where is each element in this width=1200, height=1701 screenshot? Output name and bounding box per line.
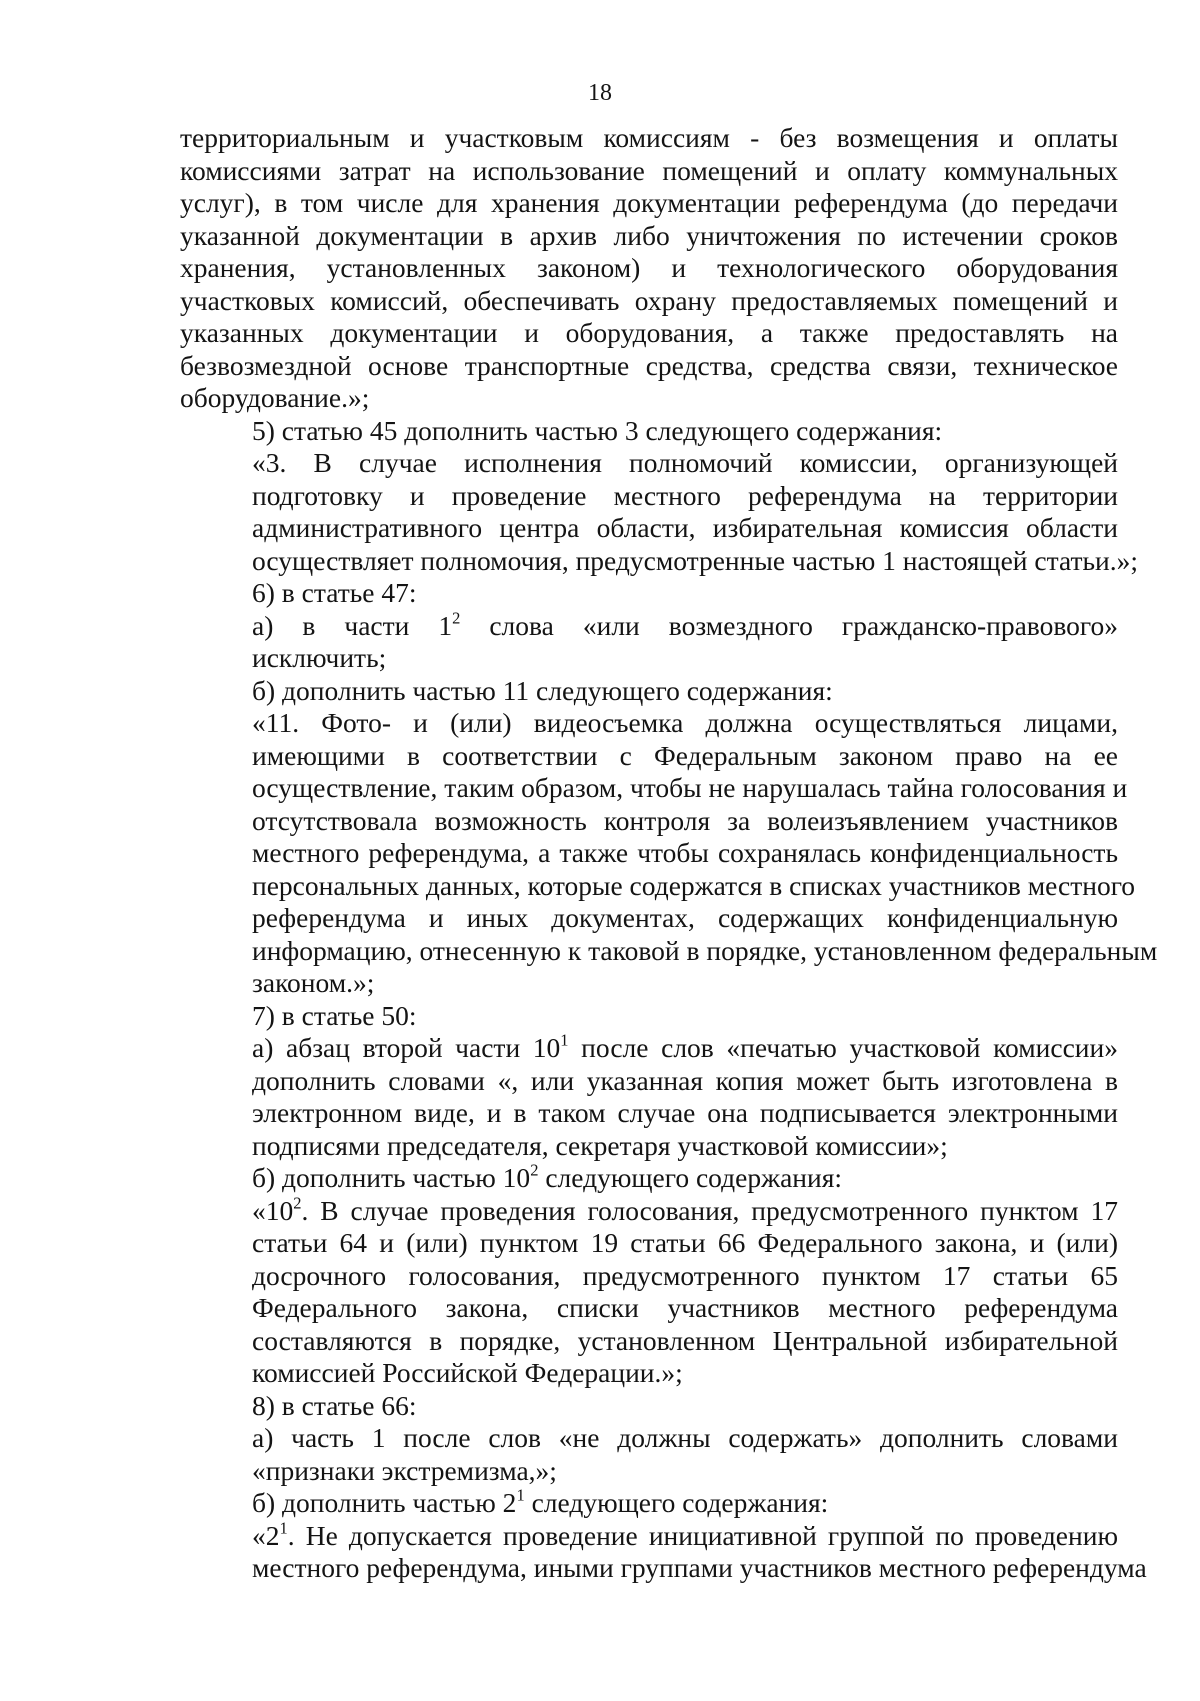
- superscript: 2: [452, 607, 461, 627]
- superscript: 1: [560, 1030, 569, 1050]
- text-line: дополнить словами «, или указанная копия может быть изготовлена в: [252, 1064, 1118, 1096]
- text-line: [180, 1032, 1118, 1065]
- text-segment: после слов «печатью участковой комиссии»: [568, 1032, 1118, 1063]
- paragraph: [180, 415, 1118, 448]
- text-line: местного референдума, иными группами участников местного референдума: [252, 1552, 1147, 1583]
- text-line: хранения, установленных законом) и технологического оборудования: [180, 252, 1118, 283]
- text-segment: слова «или возмездного гражданско-правового»: [460, 609, 1118, 641]
- paragraph: [180, 707, 1158, 1000]
- paragraph: [180, 1517, 1147, 1585]
- paragraph: [180, 577, 1118, 610]
- text-line: участковых комиссий, обеспечивать охрану предоставляемых помещений и: [180, 284, 1118, 316]
- paragraph: [180, 607, 1118, 675]
- text-segment: а) в части 1: [252, 609, 453, 641]
- paragraph: [180, 1032, 1118, 1162]
- text-line: «признаки экстремизма,»;: [252, 1454, 557, 1486]
- text-line: 6) в статье 47:: [252, 577, 417, 608]
- paragraph: [180, 1192, 1118, 1390]
- text-line: имеющими в соответствии с Федеральным законом право на ее: [252, 739, 1118, 771]
- text-line: исключить;: [252, 642, 387, 673]
- text-line: статьи 64 и (или) пунктом 19 статьи 66 Федерального закона, и (или): [252, 1227, 1118, 1258]
- paragraph: [180, 122, 1118, 415]
- superscript: 1: [279, 1517, 288, 1537]
- text-line: указанной документации в архив либо уничтожения по истечении сроков: [180, 219, 1118, 251]
- text-line: комиссиями затрат на использование помещений и оплату коммунальных: [180, 154, 1118, 186]
- text-line: составляются в порядке, установленном Центральной избирательной: [252, 1324, 1118, 1356]
- paragraph: [180, 1487, 1118, 1520]
- text-line: «11. Фото- и (или) видеосъемка должна осуществляться лицами,: [252, 707, 1118, 738]
- paragraph: [180, 1390, 1118, 1423]
- text-segment: . Не допускается проведение инициативной группой по проведению: [287, 1519, 1118, 1551]
- text-line: комиссией Российской Федерации.»;: [252, 1357, 683, 1388]
- text-line: территориальным и участковым комиссиям - без возмещения и оплаты: [180, 122, 1118, 153]
- text-segment: следующего содержания:: [538, 1162, 843, 1193]
- paragraph: [180, 675, 1118, 708]
- text-line: [180, 1192, 1118, 1228]
- text-line: электронном виде, и в таком случае она подписывается электронными: [252, 1097, 1118, 1128]
- text-line: [180, 1517, 1118, 1553]
- text-line: персональных данных, которые содержатся в списках участников местного: [252, 869, 1136, 901]
- paragraph: [180, 1000, 1118, 1033]
- text-line: 5) статью 45 дополнить частью 3 следующего содержания:: [252, 414, 943, 446]
- page-number: 18: [588, 80, 612, 106]
- superscript: 2: [293, 1192, 302, 1212]
- text-line: подготовку и проведение местного референдума на территории: [252, 479, 1118, 511]
- text-line: информацию, отнесенную к таковой в порядке, установленном федеральным: [252, 934, 1158, 966]
- text-line: а) часть 1 после слов «не должны содержать» дополнить словами: [252, 1422, 1118, 1453]
- text-segment: «10: [252, 1194, 294, 1226]
- text-line: осуществляет полномочия, предусмотренные частью 1 настоящей статьи.»;: [252, 544, 1138, 576]
- text-segment: «2: [252, 1519, 280, 1551]
- paragraph: [180, 447, 1138, 577]
- text-line: Федерального закона, списки участников местного референдума: [252, 1292, 1118, 1323]
- text-line: 7) в статье 50:: [252, 999, 417, 1031]
- text-line: местного референдума, а также чтобы сохранялась конфиденциальность: [252, 837, 1118, 868]
- paragraph: [180, 1162, 1118, 1195]
- text-segment: а) абзац второй части 10: [252, 1032, 561, 1063]
- text-line: подписями председателя, секретаря участковой комиссии»;: [252, 1129, 948, 1161]
- document-body: [180, 122, 1158, 1585]
- text-line: 8) в статье 66:: [252, 1389, 417, 1421]
- text-segment: следующего содержания:: [524, 1487, 829, 1518]
- text-line: административного центра области, избирательная комиссия области: [252, 512, 1118, 543]
- text-line: отсутствовала возможность контроля за волеизъявлением участников: [252, 804, 1118, 836]
- text-line: [180, 1487, 1118, 1520]
- text-line: референдума и иных документах, содержащих конфиденциальную: [252, 902, 1118, 933]
- superscript: 1: [516, 1485, 525, 1505]
- superscript: 2: [530, 1160, 539, 1180]
- text-line: оборудование.»;: [180, 382, 370, 413]
- text-line: осуществление, таким образом, чтобы не нарушалась тайна голосования и: [252, 772, 1128, 803]
- text-line: указанных документации и оборудования, а также предоставлять на: [180, 317, 1118, 348]
- text-line: услуг), в том числе для хранения документации референдума (до передачи: [180, 187, 1118, 218]
- text-segment: . В случае проведения голосования, предусмотренного пунктом 17: [301, 1194, 1118, 1226]
- text-line: законом.»;: [252, 967, 375, 998]
- text-segment: б) дополнить частью 2: [252, 1487, 517, 1518]
- text-line: [180, 1162, 1118, 1195]
- text-line: безвозмездной основе транспортные средства, средства связи, техническое: [180, 349, 1118, 381]
- text-line: досрочного голосования, предусмотренного пунктом 17 статьи 65: [252, 1259, 1118, 1291]
- text-line: «3. В случае исполнения полномочий комиссии, организующей: [252, 447, 1118, 478]
- paragraph: [180, 1422, 1118, 1487]
- text-segment: б) дополнить частью 10: [252, 1162, 531, 1193]
- text-line: б) дополнить частью 11 следующего содержания:: [252, 674, 833, 706]
- text-line: [180, 607, 1118, 643]
